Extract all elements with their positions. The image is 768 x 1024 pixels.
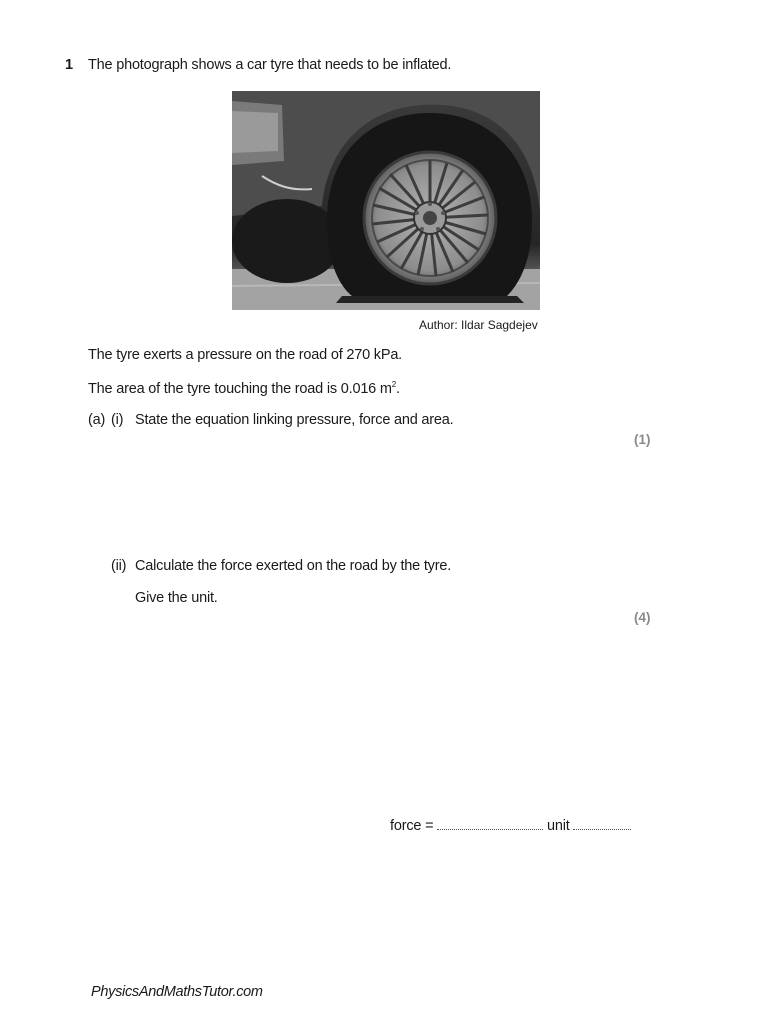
statement-area-text: The area of the tyre touching the road is 0.016 m: [88, 380, 392, 397]
part-i-label: (i): [111, 412, 124, 428]
question-intro: The photograph shows a car tyre that needs to be inflated.: [88, 57, 452, 73]
unit-answer-field[interactable]: [573, 818, 631, 830]
unit-label: unit: [547, 818, 570, 834]
part-i-marks: (1): [634, 432, 651, 447]
statement-area-superscript: 2: [391, 380, 396, 389]
part-ii-instruction: Give the unit.: [135, 590, 218, 606]
statement-pressure: The tyre exerts a pressure on the road of 270 kPa.: [88, 347, 403, 363]
tyre-photo-drawing: [232, 91, 540, 310]
tyre-photograph: [232, 91, 540, 310]
statement-area: [88, 380, 400, 397]
statement-area-suffix: .: [396, 380, 400, 397]
part-ii-label: (ii): [111, 558, 127, 574]
force-label: force =: [390, 818, 434, 834]
answer-force-line: [390, 818, 631, 834]
part-ii-question: Calculate the force exerted on the road by the tyre.: [135, 558, 452, 574]
part-ii-marks: (4): [634, 610, 651, 625]
footer-site-name: PhysicsAndMathsTutor.com: [91, 984, 263, 1000]
force-answer-field[interactable]: [437, 818, 543, 830]
part-a-label: (a): [88, 412, 106, 428]
part-i-question: State the equation linking pressure, force and area.: [135, 412, 454, 428]
photo-caption: Author: Ildar Sagdejev: [419, 318, 538, 332]
question-number: 1: [65, 57, 73, 73]
